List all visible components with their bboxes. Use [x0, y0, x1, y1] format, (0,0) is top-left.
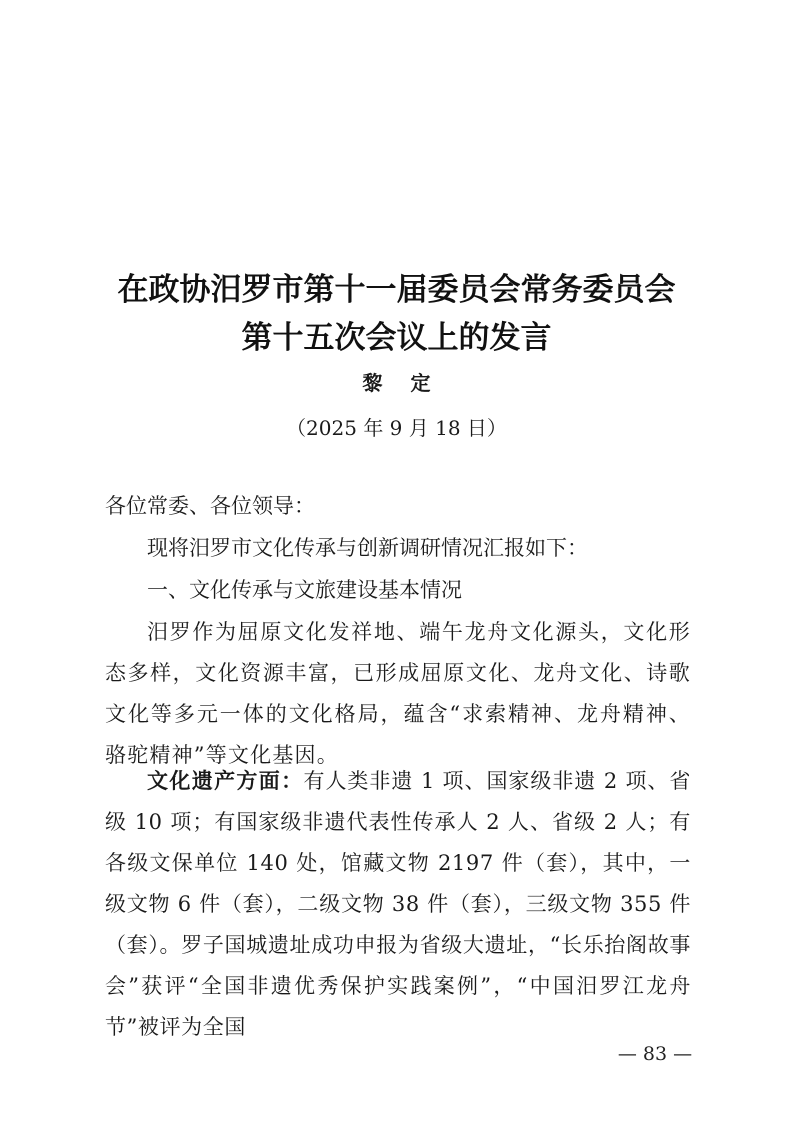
speech-date: （2025 年 9 月 18 日） [286, 416, 507, 440]
salutation: 各位常委、各位领导： [105, 494, 315, 518]
document-title-line-1: 在政协汨罗市第十一届委员会常务委员会 [117, 272, 676, 308]
intro-paragraph: 现将汨罗市文化传承与创新调研情况汇报如下： [147, 536, 588, 560]
body-paragraph-1: 汨罗作为屈原文化发祥地、端午龙舟文化源头，文化形态多样，文化资源丰富，已形成屈原文化、龙舟文化、诗歌文化等多元一体的文化格局，蕴含“求索精神、龙舟精神、骆驼精神”等文化基因。 [105, 620, 691, 767]
section-heading: 一、文化传承与文旅建设基本情况 [147, 578, 462, 602]
paragraph-lead-label: 文化遗产方面： [147, 768, 304, 793]
paragraph-body-text: 有人类非遗 1 项、国家级非遗 2 项、省级 10 项；有国家级非遗代表性传承人 2 人、省级 2 人；有各级文保单位 140 处，馆藏文物 2197 件（套），其中，一级文物 6 件（套），二级文物 38 件（套），三级文物 355 件（套）。罗子国城遗址成功申报为省级大遗址，“长乐抬阁故事会”获评“全国非遗优秀保护实践案例”，“中国汨罗江龙舟节”被评为全国 [105, 769, 691, 1039]
author-name: 黎定 [362, 371, 459, 395]
page-number: — 83 — [617, 1043, 693, 1065]
body-paragraph-2 [105, 760, 691, 1048]
document-title-line-2: 第十五次会议上的发言 [241, 320, 552, 356]
